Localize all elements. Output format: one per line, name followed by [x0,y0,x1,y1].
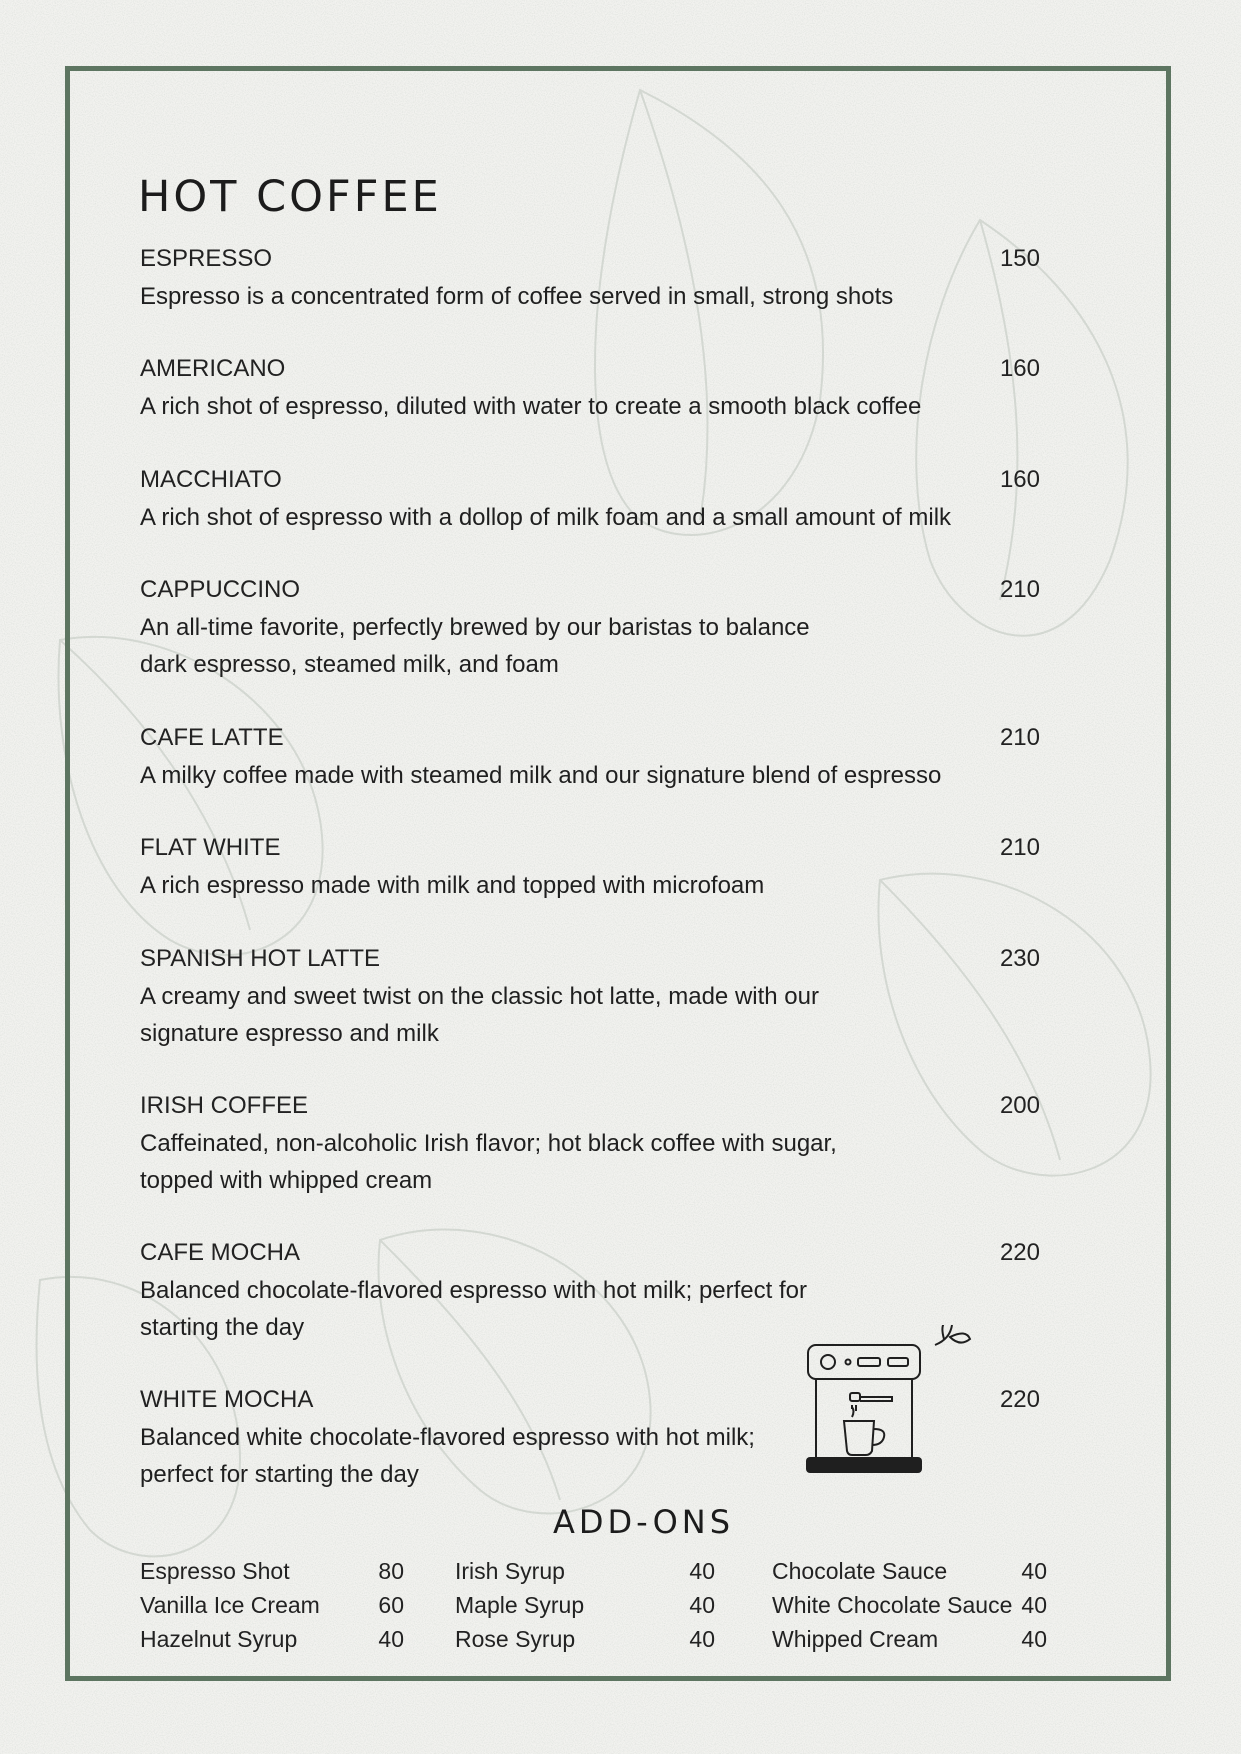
menu-item-americano [140,354,1040,425]
addon-price: 80 [378,1558,404,1584]
addon-name: Hazelnut Syrup [140,1626,298,1652]
item-price: 150 [999,245,1040,272]
addons-column-2 [455,1554,715,1656]
menu-item-espresso [140,244,1040,315]
item-name: SPANISH HOT LATTE [140,945,381,972]
item-description: A rich espresso made with milk and topped with microfoam [140,872,765,899]
addon-row [140,1588,404,1622]
item-name: FLAT WHITE [140,834,281,861]
addon-name: Irish Syrup [455,1558,565,1584]
addon-row [772,1622,1047,1656]
item-price: 230 [999,945,1040,972]
menu-item-spanish-hot-latte [140,944,1040,1052]
item-name: CAFE LATTE [140,724,284,751]
addon-price: 40 [1021,1626,1047,1652]
addon-name: Maple Syrup [455,1592,585,1618]
menu-title: HOT COFFEE [138,172,442,222]
addons-column-3 [772,1554,1047,1656]
addons-title: ADD-ONS [553,1503,735,1541]
item-description: Caffeinated, non-alcoholic Irish flavor; hot black coffee with sugar, topped with whipped cream [140,1130,837,1194]
item-price: 220 [999,1386,1040,1413]
addon-price: 40 [689,1626,715,1652]
item-price: 210 [999,576,1040,603]
item-price: 200 [999,1092,1040,1119]
item-name: CAPPUCCINO [140,576,301,603]
addons-column-1 [140,1554,404,1656]
item-description: A rich shot of espresso, diluted with water to create a smooth black coffee [140,393,922,420]
addon-name: Whipped Cream [772,1626,939,1652]
menu-item-macchiato [140,465,1040,536]
menu-item-cappuccino [140,575,1040,683]
item-name: MACCHIATO [140,466,282,493]
addon-price: 40 [1021,1558,1047,1584]
item-description: Balanced chocolate-flavored espresso with hot milk; perfect for starting the day [140,1277,807,1341]
item-price: 160 [999,466,1040,493]
item-name: WHITE MOCHA [140,1386,314,1413]
item-price: 220 [999,1239,1040,1266]
addon-name: Chocolate Sauce [772,1558,948,1584]
addon-row [455,1622,715,1656]
addon-row [772,1588,1047,1622]
addon-row [772,1554,1047,1588]
item-description: Espresso is a concentrated form of coffee served in small, strong shots [140,283,894,310]
item-description: A rich shot of espresso with a dollop of milk foam and a small amount of milk [140,504,952,531]
item-name: IRISH COFFEE [140,1092,309,1119]
addon-row [140,1622,404,1656]
addon-price: 40 [689,1592,715,1618]
addon-price: 60 [378,1592,404,1618]
addon-row [455,1554,715,1588]
addon-price: 40 [689,1558,715,1584]
item-description: A milky coffee made with steamed milk and our signature blend of espresso [140,762,942,789]
addon-row [140,1554,404,1588]
menu-item-flat-white [140,833,1040,904]
addon-name: White Chocolate Sauce [772,1592,1013,1618]
item-price: 160 [999,355,1040,382]
addon-name: Espresso Shot [140,1558,290,1584]
addon-price: 40 [378,1626,404,1652]
addon-name: Rose Syrup [455,1626,576,1652]
addon-price: 40 [1021,1592,1047,1618]
item-name: CAFE MOCHA [140,1239,301,1266]
item-description: Balanced white chocolate-flavored espresso with hot milk; perfect for starting the day [140,1424,755,1488]
menu-item-irish-coffee [140,1091,1040,1199]
item-name: ESPRESSO [140,245,273,272]
coffee-machine-icon [800,1325,975,1485]
item-description: A creamy and sweet twist on the classic hot latte, made with our signature espresso and milk [140,983,819,1047]
menu-item-cafe-latte [140,723,1040,794]
item-name: AMERICANO [140,355,286,382]
addon-name: Vanilla Ice Cream [140,1592,320,1618]
addon-row [455,1588,715,1622]
item-price: 210 [999,834,1040,861]
item-price: 210 [999,724,1040,751]
item-description: An all-time favorite, perfectly brewed by our baristas to balance dark espresso, steamed milk, and foam [140,614,810,678]
